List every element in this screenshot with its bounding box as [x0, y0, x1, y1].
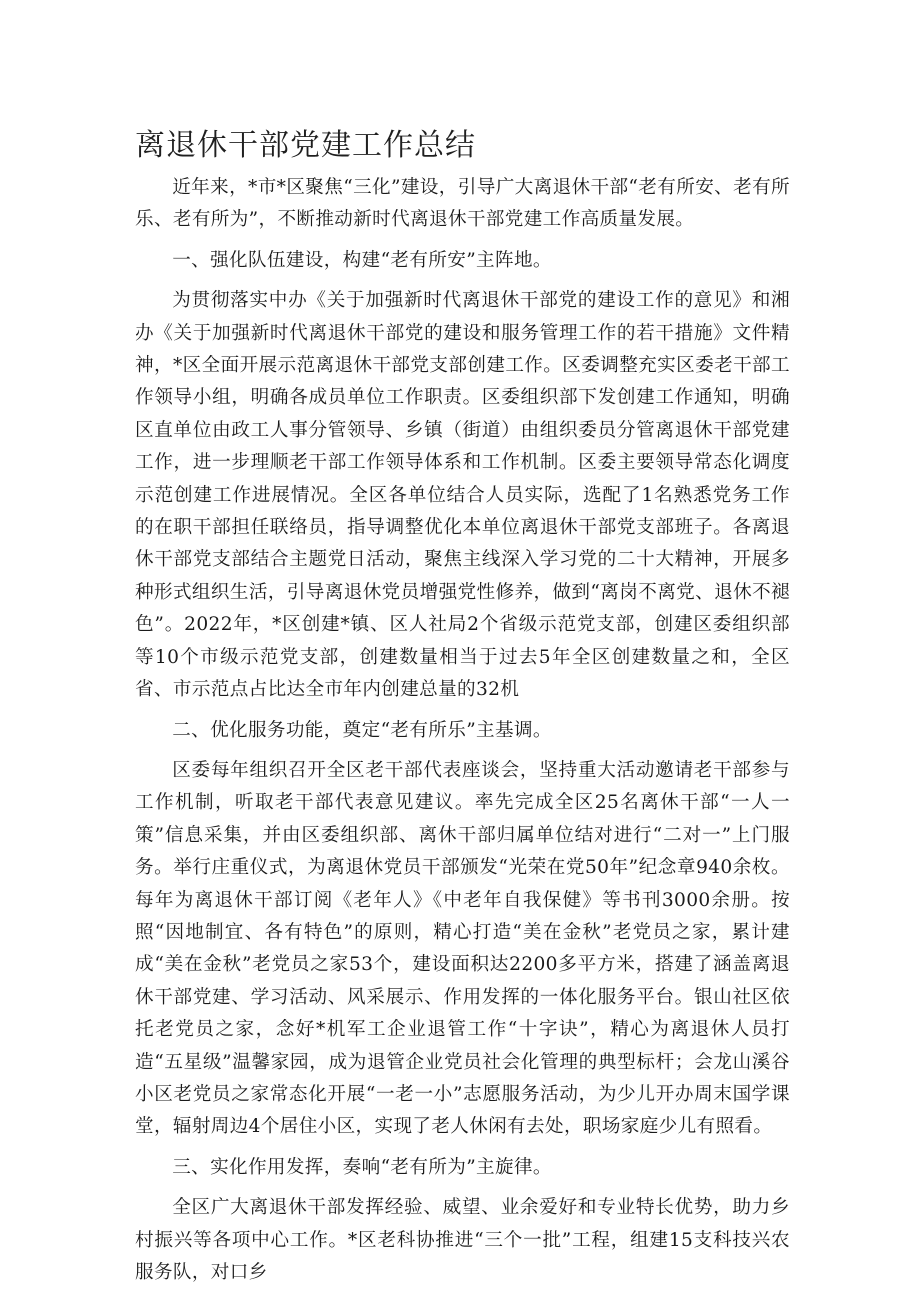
document-title: 离退休干部党建工作总结	[135, 128, 476, 163]
section-heading-1: 一、强化队伍建设，构建“老有所安”主阵地。	[172, 249, 552, 271]
section-3-paragraph: 全区广大离退休干部发挥经验、威望、业余爱好和专业特长优势，助力乡村振兴等各项中心工作。*区老科协推进“三个一批”工程，组建15支科技兴农服务队，对口乡	[135, 1197, 790, 1283]
intro-paragraph: 近年来，*市*区聚焦“三化”建设，引导广大离退休干部“老有所安、老有所乐、老有所为”，不断推动新时代离退休干部党建工作高质量发展。	[135, 177, 790, 231]
section-heading-3: 三、实化作用发挥，奏响“老有所为”主旋律。	[172, 1156, 552, 1178]
section-heading-2: 二、优化服务功能，奠定“老有所乐”主基调。	[172, 719, 552, 741]
section-2-paragraph: 区委每年组织召开全区老干部代表座谈会，坚持重大活动邀请老干部参与工作机制，听取老干部代表意见建议。率先完成全区25名离休干部“一人一策”信息采集，并由区委组织部、离休干部归属单位结对进行“二对一”上门服务。举行庄重仪式，为离退休党员干部颁发“光荣在党50年”纪念章940余枚。每年为离退休干部订阅《老年人》《中老年自我保健》等书刊3000余册。按照“因地制宜、各有特色”的原则，精心打造“美在金秋”老党员之家，累计建成“美在金秋”老党员之家53个，建设面积达2200多平方米，搭建了涵盖离退休干部党建、学习活动、风采展示、作用发挥的一体化服务平台。银山社区依托老党员之家，念好*机军工企业退管工作“十字诀”，精心为离退休人员打造“五星级”温馨家园，成为退管企业党员社会化管理的典型标杆；会龙山溪谷小区老党员之家常态化开展“一老一小”志愿服务活动，为少儿开办周末国学课堂，辐射周边4个居住小区，实现了老人休闲有去处，职场家庭少儿有照看。	[135, 759, 790, 1138]
section-1-paragraph: 为贯彻落实中办《关于加强新时代离退休干部党的建设工作的意见》和湘办《关于加强新时代离退休干部党的建设和服务管理工作的若干措施》文件精神，*区全面开展示范离退休干部党支部创建工作。区委调整充实区委老干部工作领导小组，明确各成员单位工作职责。区委组织部下发创建工作通知，明确区直单位由政工人事分管领导、乡镇（街道）由组织委员分管离退休干部党建工作，进一步理顺老干部工作领导体系和工作机制。区委主要领导常态化调度示范创建工作进展情况。全区各单位结合人员实际，选配了1名熟悉党务工作的在职干部担任联络员，指导调整优化本单位离退休干部党支部班子。各离退休干部党支部结合主题党日活动，聚焦主线深入学习党的二十大精神，开展多种形式组织生活，引导离退休党员增强党性修养，做到“离岗不离党、退休不褪色”。2022年，*区创建*镇、区人社局2个省级示范党支部，创建区委组织部等10个市级示范党支部，创建数量相当于过去5年全区创建数量之和，全区省、市示范点占比达全市年内创建总量的32机	[135, 290, 790, 701]
document-body	[135, 172, 790, 1297]
